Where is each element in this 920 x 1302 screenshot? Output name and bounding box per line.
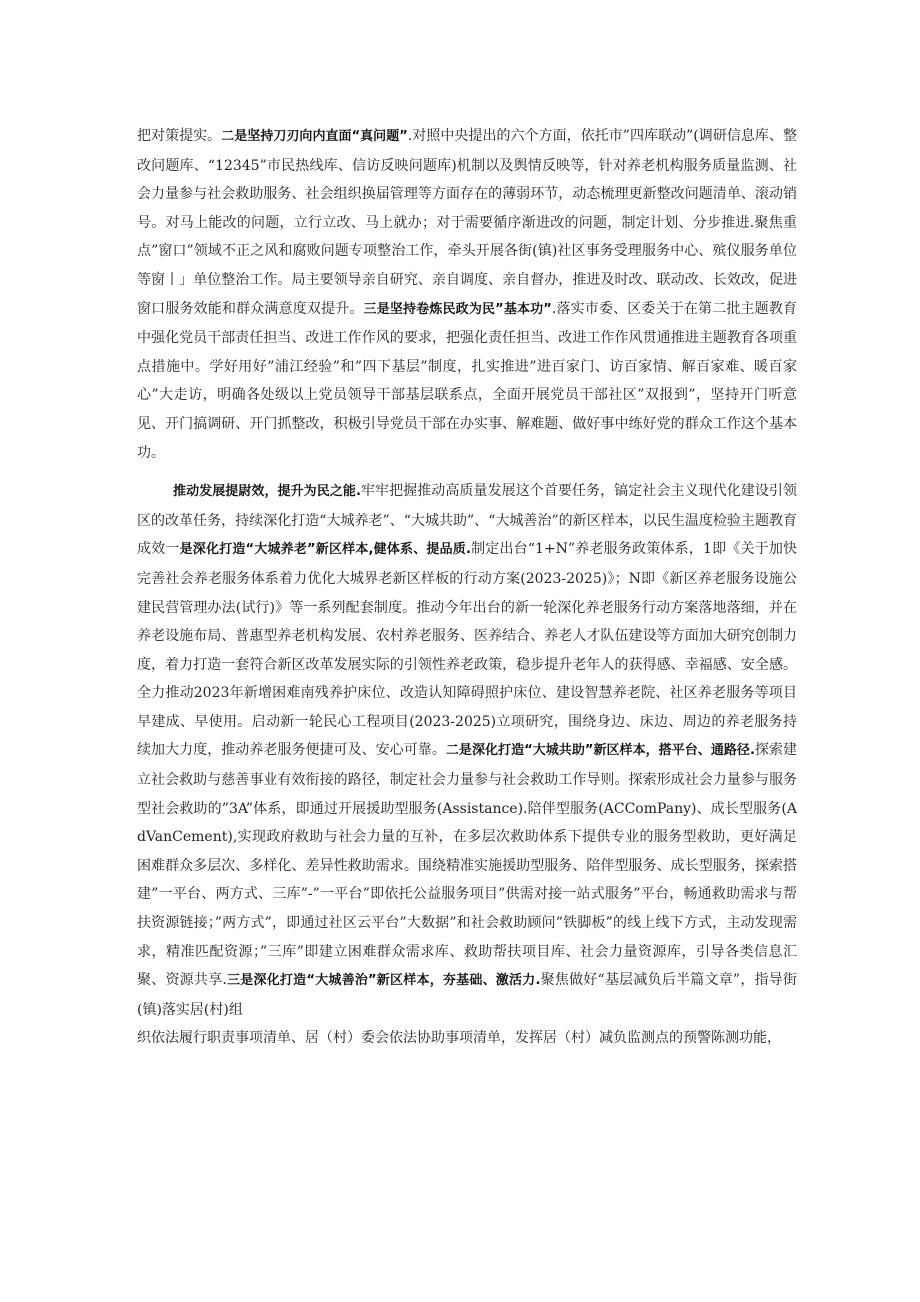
- paragraph-text: 织依法履行职责事项清单、居（村）委会依法协助事项清单，发挥居（村）减负监测点的预警陈测功能，: [137, 1030, 781, 1047]
- paragraph-text: 把对策提实。: [137, 128, 222, 144]
- document-page: [137, 122, 797, 1053]
- emphasis-heading: 二是坚持刀刃向内直面“真问题”: [221, 129, 408, 144]
- paragraph-text: 聚焦做好“基层减负后半篇文章”，指导街(镇)落实居(村)组: [137, 972, 797, 1018]
- paragraph-text: .落实市委、区委关于在第二批主题教育中强化党员干部责任担当、改进工作作风的要求，把强化责任担当、改进工作作风贯通推进主题教育各项重点措施中。学好用好”浦江经验”和”四下基层”制度，扎实推进”进百家门、访百家情、解百家难、暖百家心”大走访，明确各处级以上党员领导干部基层联系点，全面开展党员干部社区”双报到”，坚持开门听意见、开门搞调研、开门抓整改，积极引导党员干部在办实事、解难题、做好事中练好党的群众工作这个基本功。: [137, 300, 798, 461]
- emphasis-heading: 三是坚持卷炼民政为民”基本功”: [363, 301, 552, 317]
- emphasis-heading: 三是深化打造“大城善治”新区样本，夯基础、激活力.: [226, 973, 541, 989]
- paragraph-text: .对照中央提出的六个方面，依托市”四库联动”(调研信息库、整改问题库、“12345”市民热线库、信访反映问题库)机制以及舆情反映等，针对养老机构服务质量监测、社会力量参与社会救助服务、社会组织换届管理等方面存在的薄弱环节，动态梳理更新整改问题清单、滚动销号。对马上能改的问题，立行立改、马上就办；对于需要循序渐进改的问题，制定计划、分步推进.聚焦重点”窗口”领域不正之风和腐败问题专项整治工作，牵头开展各街(镇)社区事务受理服务中心、殡仪服务单位等窗丨」单位整治工作。局主要领导亲自研究、亲自调度、亲自督办，推进及时改、联动改、长效改，促进窗口服务效能和群众满意度双提升。: [137, 128, 797, 317]
- paragraph-rectification: [137, 122, 797, 467]
- paragraph-text: 探索建立社会救助与慈善事业有效衔接的路径，制定社会力量参与社会救助工作导则。探索形成社会力量参与服务型社会救助的”3A”体系，即通过开展援助型服务(Assistance).陪伴型服务(ACComPany)、成长型服务(AdVanCement),实现政府救助与社会力量的互补，在多层次救助体系下提供专业的服务型救助，更好满足困难群众多层次、多样化、差异性救助需求。围绕精准实施援助型服务、陪伴型服务、成长型服务，探索搭建”一平台、两方式、三库”-”一平台”即依托公益服务项目”供需对接一站式服务”平台，畅通救助需求与帮扶资源链接；”两方式”，即通过社区云平台”大数据”和社会救助顾问”铁脚板”的线上线下方式，主动发现需求，精准匹配资源；”三库”即建立困难群众需求库、救助帮扶项目库、社会力量资源库，引导各类信息汇聚、资源共享.: [137, 742, 798, 989]
- paragraph-text: 牢牢把握推动高质量发展这个首要任务，镐定社会主义现代化建设引领区的改革任务，持续深化打造“大城养老”、“大城共助”、“大城善治”的新区样本，以民生温度检验主题教育成效一: [137, 483, 797, 558]
- emphasis-heading: 是深化打造“大城养老”新区样本,健体系、提品质.: [179, 542, 471, 558]
- emphasis-heading: 二是深化打造“大城共助”新区样本，搭平台、通路径.: [445, 743, 755, 759]
- paragraph-text: 制定出台“1+N”养老服务政策体系，1即《关于加快完善社会养老服务体系着力优化大城界老新区样板的行动方案(2023-2025)》；N即《新区养老服务设施公建民营管理办法(试行)》等一系列配套制度。推动今年出台的新一轮深化养老服务行动方案落地落细，并在养老设施布局、普惠型养老机构发展、农村养老服务、医养结合、养老人才队伍建设等方面加大研究创制力度，着力打造一套符合新区改革发展实际的引领性养老政策，稳步提升老年人的获得感、幸福感、安全感。全力推动2023年新增困难南残养护床位、改造认知障碍照护床位、建设智慧养老院、社区养老服务等项目早建成、早使用。启动新一轮民心工程项目(2023-2025)立项研究，围绕身边、床边、周边的养老服务持续加大力度，推动养老服务便捷可及、安心可靠。: [137, 541, 798, 759]
- emphasis-heading: 推动发展提尉效，提升为民之能.: [173, 484, 361, 500]
- paragraph-development: [137, 477, 797, 1024]
- paragraph-continuation: [137, 1024, 797, 1053]
